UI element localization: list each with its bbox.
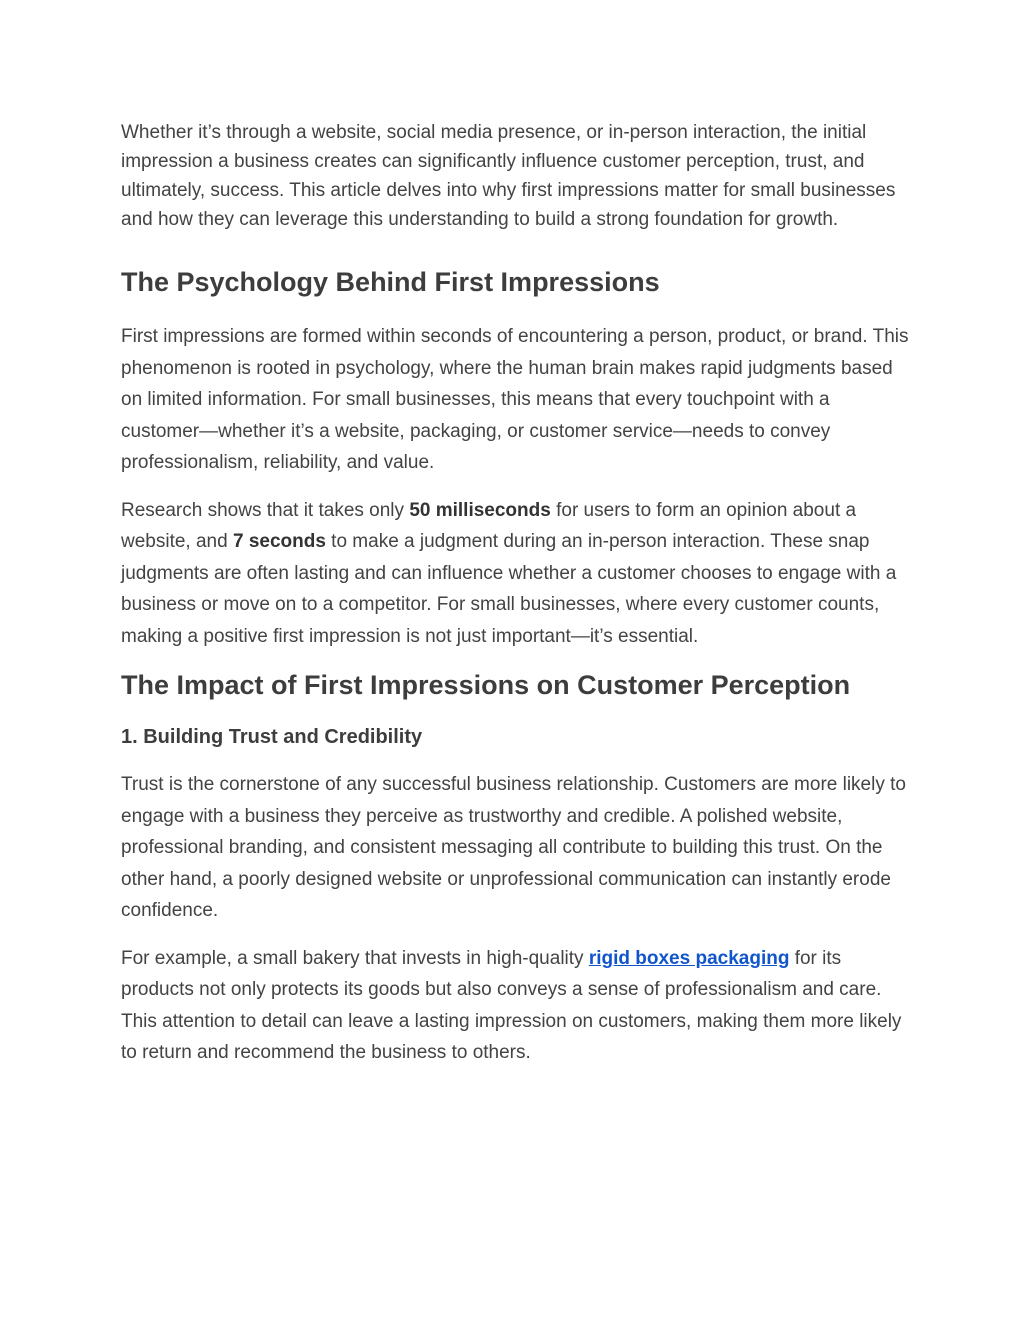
bold-50-milliseconds: 50 milliseconds bbox=[409, 499, 551, 521]
trust-paragraph-1: Trust is the cornerstone of any successful business relationship. Customers are more likely to engage with a business they perceive as trustworthy and credible. A polished website, professional branding, and consistent messaging all contribute to building this trust. On the other hand, a poorly designed website or unprofessional communication can instantly erode confidence. bbox=[121, 774, 906, 921]
heading-psychology: The Psychology Behind First Impressions bbox=[121, 267, 660, 297]
subheading-trust: 1. Building Trust and Credibility bbox=[121, 726, 423, 748]
text-span: for users to form an opinion about a website, and bbox=[121, 499, 857, 552]
text-span: for its products not only protects its goods but also conveys a sense of professionalism and care. This attention to detail can leave a lasting impression on customers, making them more likely to return and recommend the business to others. bbox=[121, 947, 902, 1063]
psychology-paragraph-2 bbox=[121, 495, 911, 653]
text-span: to make a judgment during an in-person interaction. These snap judgments are often lasting and can influence whether a customer chooses to engage with a business or move on to a competitor. For small businesses, where every customer counts, making a positive first impression is not just important—it’s essential. bbox=[121, 531, 897, 647]
psychology-paragraph-1: First impressions are formed within seconds of encountering a person, product, or brand. This phenomenon is rooted in psychology, where the human brain makes rapid judgments based on limited information. For small businesses, this means that every touchpoint with a customer—whether it’s a website, packaging, or customer service—needs to convey professionalism, reliability, and value. bbox=[121, 326, 909, 473]
text-span: For example, a small bakery that invests in high-quality bbox=[121, 947, 589, 969]
text-span: Research shows that it takes only bbox=[121, 499, 410, 521]
heading-impact: The Impact of First Impressions on Customer Perception bbox=[121, 670, 851, 700]
trust-paragraph-2 bbox=[121, 943, 911, 1069]
bold-7-seconds: 7 seconds bbox=[232, 531, 326, 552]
rigid-boxes-packaging-link[interactable]: rigid boxes packaging bbox=[588, 947, 790, 969]
document-page bbox=[121, 118, 911, 1085]
intro-paragraph: Whether it’s through a website, social media presence, or in-person interaction, the initial impression a business creates can significantly influence customer perception, trust, and ultimately, success. This article delves into why first impressions matter for small businesses and how they can leverage this understanding to build a strong foundation for growth. bbox=[121, 122, 896, 230]
